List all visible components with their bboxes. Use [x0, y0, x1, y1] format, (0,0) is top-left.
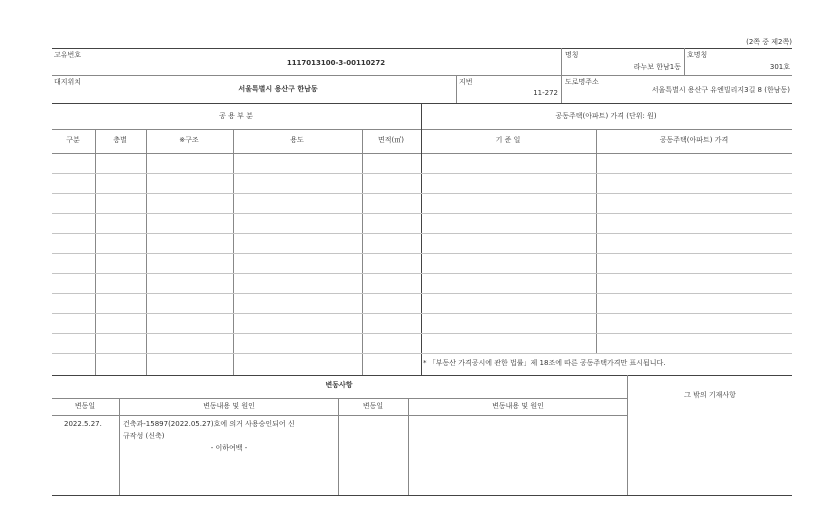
page-indicator: (2쪽 중 제2쪽)	[746, 38, 792, 46]
change-entry-date: 2022.5.27.	[64, 420, 102, 428]
site-label: 대지위치	[54, 78, 82, 86]
changes-col-date-2: 변동일	[362, 402, 384, 410]
unit-name-value: 301호	[769, 63, 790, 71]
lot-label: 지번	[459, 78, 473, 86]
site-value: 서울특별시 용산구 한남동	[238, 85, 318, 93]
name-label: 명칭	[565, 51, 579, 59]
unique-no-value: 1117013100-3-00110272	[286, 59, 386, 67]
changes-col-date-1: 변동일	[74, 402, 96, 410]
col-division: 구분	[66, 136, 80, 144]
road-label: 도로명주소	[565, 78, 599, 86]
changes-col-content-1: 변동내용 및 원인	[203, 402, 255, 410]
change-entry-line1: 건축과-15897(2022.05.27)호에 의거 사용승인되어 신	[123, 420, 295, 428]
changes-col-content-2: 변동내용 및 원인	[492, 402, 544, 410]
lot-value: 11-272	[533, 89, 558, 97]
other-title: 그 밖의 기재사항	[684, 391, 736, 399]
change-entry-line2: 규작성 (신축)	[123, 432, 165, 440]
col-structure: ※구조	[179, 136, 199, 144]
col-apartment-price: 공동주택(아파트) 가격	[659, 136, 729, 144]
col-base-date: 기 준 일	[495, 136, 521, 144]
shared-section-title: 공 용 부 분	[219, 112, 253, 120]
changes-title: 변동사항	[325, 381, 353, 389]
price-section-title: 공동주택(아파트) 가격 (단위: 원)	[555, 112, 657, 120]
unique-no-label: 고유번호	[54, 51, 82, 59]
change-entry-end: - 이하여백 -	[210, 444, 248, 452]
road-value: 서울특별시 용산구 유엔빌리지3길 8 (한남동)	[651, 86, 790, 94]
col-area: 면적(㎡)	[378, 136, 404, 144]
unit-name-label: 호명칭	[687, 51, 708, 59]
price-note: * 「부동산 가격공시에 관한 법률」제 18조에 따른 공동주택가격만 표시됩니다.	[423, 359, 666, 367]
col-floor: 층별	[113, 136, 127, 144]
col-use: 용도	[290, 136, 304, 144]
name-value: 라누보 한남1동	[633, 63, 681, 71]
